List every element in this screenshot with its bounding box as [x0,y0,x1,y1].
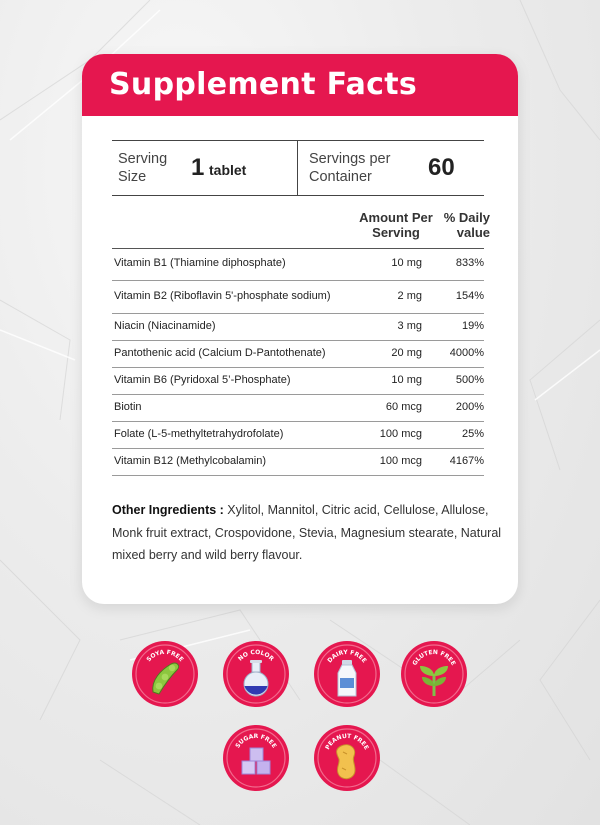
nutrient-daily-value: 25% [461,428,484,440]
peanut-icon [337,745,355,779]
nutrient-amount: 60 mcg [385,401,422,413]
table-row [112,449,484,476]
supplement-facts-card [82,54,518,604]
badge-label: NO COLOR [237,648,276,663]
badge-sugar-free [222,724,290,792]
nutrient-name: Folate (L-5-methyltetrahydrofolate) [114,428,284,440]
nutrient-table [112,248,484,476]
nutrient-name: Vitamin B6 (Pyridoxal 5’-Phosphate) [114,374,291,386]
nutrient-name: Vitamin B12 (Methylcobalamin) [114,455,267,467]
nutrient-daily-value: 200% [455,401,484,413]
amount-per-serving-header: Amount Per Serving [359,210,433,240]
other-ingredients-label: Other Ingredients : [112,503,224,517]
daily-value-header: % Daily value [443,210,490,240]
nutrient-daily-value: 500% [455,374,484,386]
nutrient-amount: 100 mcg [379,428,422,440]
nutrient-name: Niacin (Niacinamide) [114,320,216,332]
nutrient-daily-value: 4167% [449,455,484,467]
badge-no-color [222,640,290,708]
table-row [112,248,484,281]
servings-per-container-value: 60 [428,154,455,181]
serving-size-label: Serving Size [118,151,168,185]
serving-info [112,140,484,196]
table-row [112,395,484,422]
servings-per-container-label: Servings per Container [309,151,391,185]
nutrient-daily-value: 833% [455,257,484,269]
serving-divider [297,141,298,195]
table-row [112,341,484,368]
table-row [112,281,484,314]
nutrient-name: Biotin [114,401,142,413]
badge-label: PEANUT FREE [324,732,370,752]
nutrient-name: Vitamin B1 (Thiamine diphosphate) [114,257,286,269]
badge-dairy-free [313,640,381,708]
badge-label: DAIRY FREE [326,648,368,665]
serving-size-value: 1 [191,154,205,181]
table-row [112,422,484,449]
nutrient-daily-value: 4000% [449,347,484,359]
nutrient-name: Pantothenic acid (Calcium D-Pantothenate) [114,347,326,359]
serving-size-unit: tablet [209,162,247,178]
nutrient-amount: 10 mg [391,374,422,386]
badge-soya-free [131,640,199,708]
badge-label: GLUTEN FREE [411,648,457,667]
other-ingredients-text: Xylitol, Mannitol, Citric acid, Cellulose, Allulose, Monk fruit extract, Crospovidone, Stevia, Magnesium stearate, Natural mixed berry and wild berry flavour. [112,503,502,562]
badge-label: SOYA FREE [145,648,185,664]
nutrient-amount: 2 mg [397,290,422,302]
badge-peanut-free [313,724,381,792]
badge-gluten-free [400,640,468,708]
table-row [112,314,484,341]
nutrient-daily-value: 154% [455,290,484,302]
nutrient-amount: 10 mg [391,257,422,269]
nutrient-amount: 100 mcg [379,455,422,467]
other-ingredients [112,499,502,567]
nutrient-name: Vitamin B2 (Riboflavin 5'-phosphate sodium) [114,290,331,302]
table-row [112,368,484,395]
nutrient-amount: 20 mg [391,347,422,359]
badge-label: SUGAR FREE [234,732,278,750]
page-title: Supplement Facts [82,54,518,116]
table-header [112,210,490,249]
nutrient-amount: 3 mg [397,320,422,332]
nutrient-daily-value: 19% [461,320,484,332]
